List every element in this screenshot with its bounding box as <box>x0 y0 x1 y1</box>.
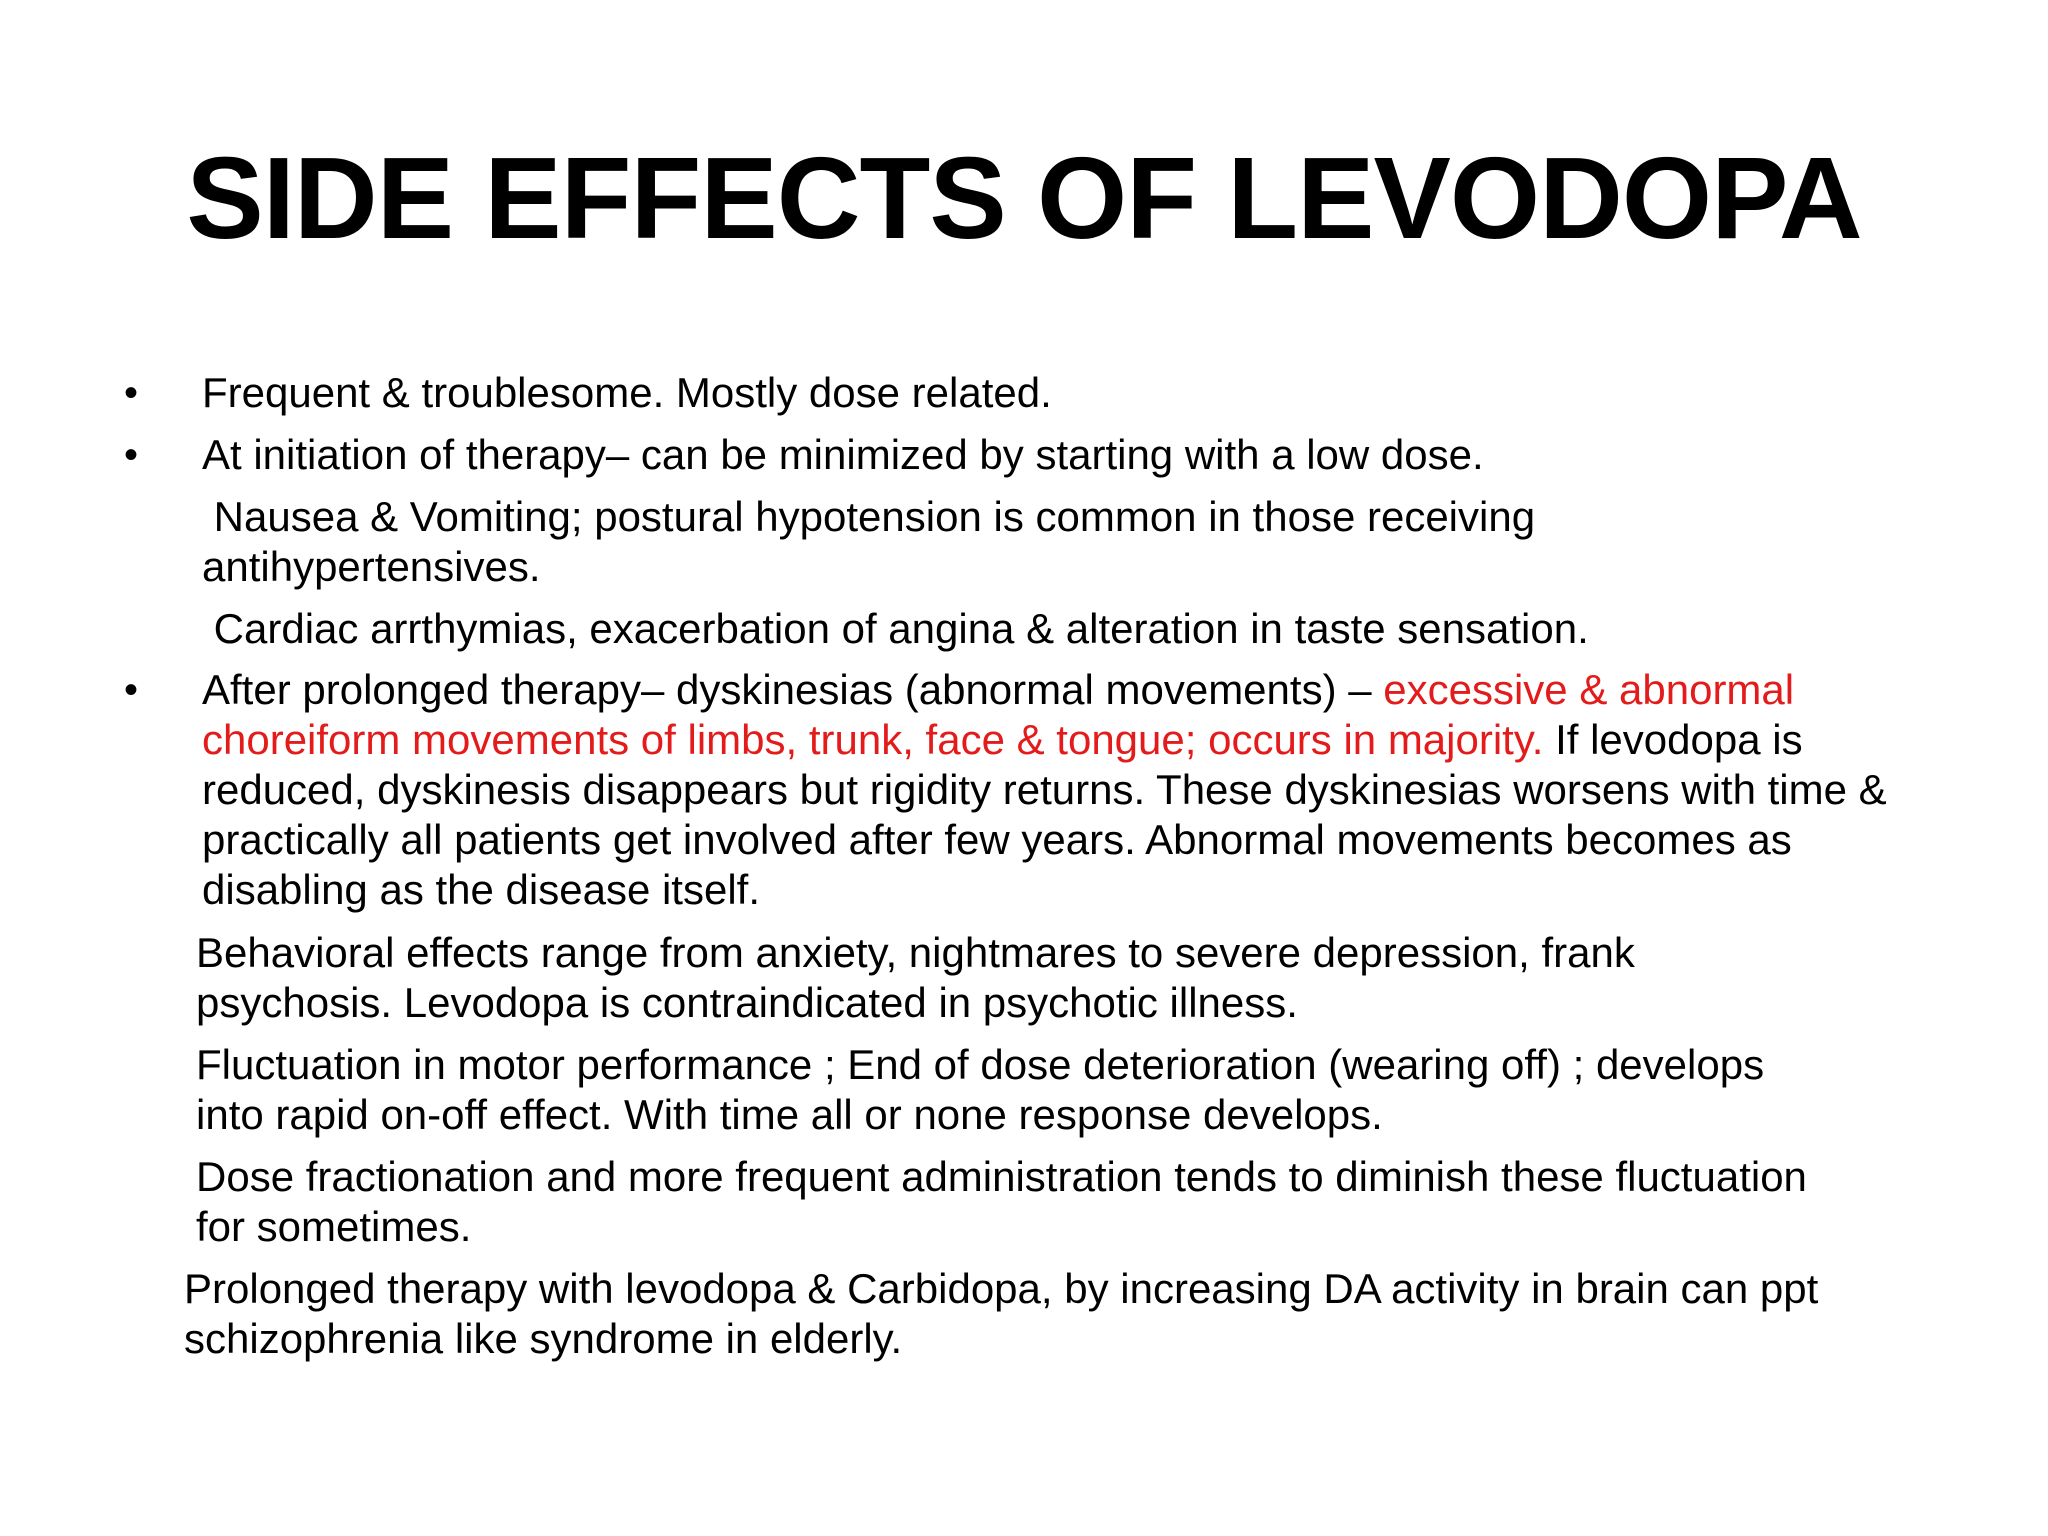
list-item: Behavioral effects range from anxiety, nightmares to severe depression, frank psychosis. Levodopa is contraindicated in psychotic illness. <box>196 929 1635 1026</box>
list-item: Dose fractionation and more frequent administration tends to diminish these fluctuation for sometimes. <box>196 1153 1807 1250</box>
list-item: Fluctuation in motor performance ; End of dose deterioration (wearing off) ; develops into rapid on-off effect. With time all or none response develops. <box>196 1041 1765 1138</box>
highlighted-text: excessive & abnormal choreiform movements of limbs, trunk, face & tongue; occurs in majority. <box>202 666 1795 763</box>
slide-title: SIDE EFFECTS OF LEVODOPA <box>186 133 1862 263</box>
list-item: Cardiac arrthymias, exacerbation of angina & alteration in taste sensation. <box>202 605 1589 652</box>
list-item: Frequent & troublesome. Mostly dose related. <box>202 369 1052 416</box>
bullet-marker: • <box>124 433 139 477</box>
bullet-marker: • <box>124 668 139 712</box>
list-item <box>202 665 1902 915</box>
bullet-marker: • <box>124 371 139 415</box>
list-item: Nausea & Vomiting; postural hypotension is common in those receiving antihypertensives. <box>202 493 1547 590</box>
dyskinesia-details: If levodopa is reduced, dyskinesis disappears but rigidity returns. These dyskinesias worsens with time & practically all patients get involved after few years. Abnormal movements becomes as disabling as the disease itself. <box>202 716 1887 913</box>
list-item: At initiation of therapy– can be minimized by starting with a low dose. <box>202 431 1484 478</box>
dyskinesia-intro: After prolonged therapy– dyskinesias (abnormal movements) – <box>202 666 1384 713</box>
list-item: Prolonged therapy with levodopa & Carbidopa, by increasing DA activity in brain can ppt schizophrenia like syndrome in elderly. <box>184 1265 1819 1362</box>
